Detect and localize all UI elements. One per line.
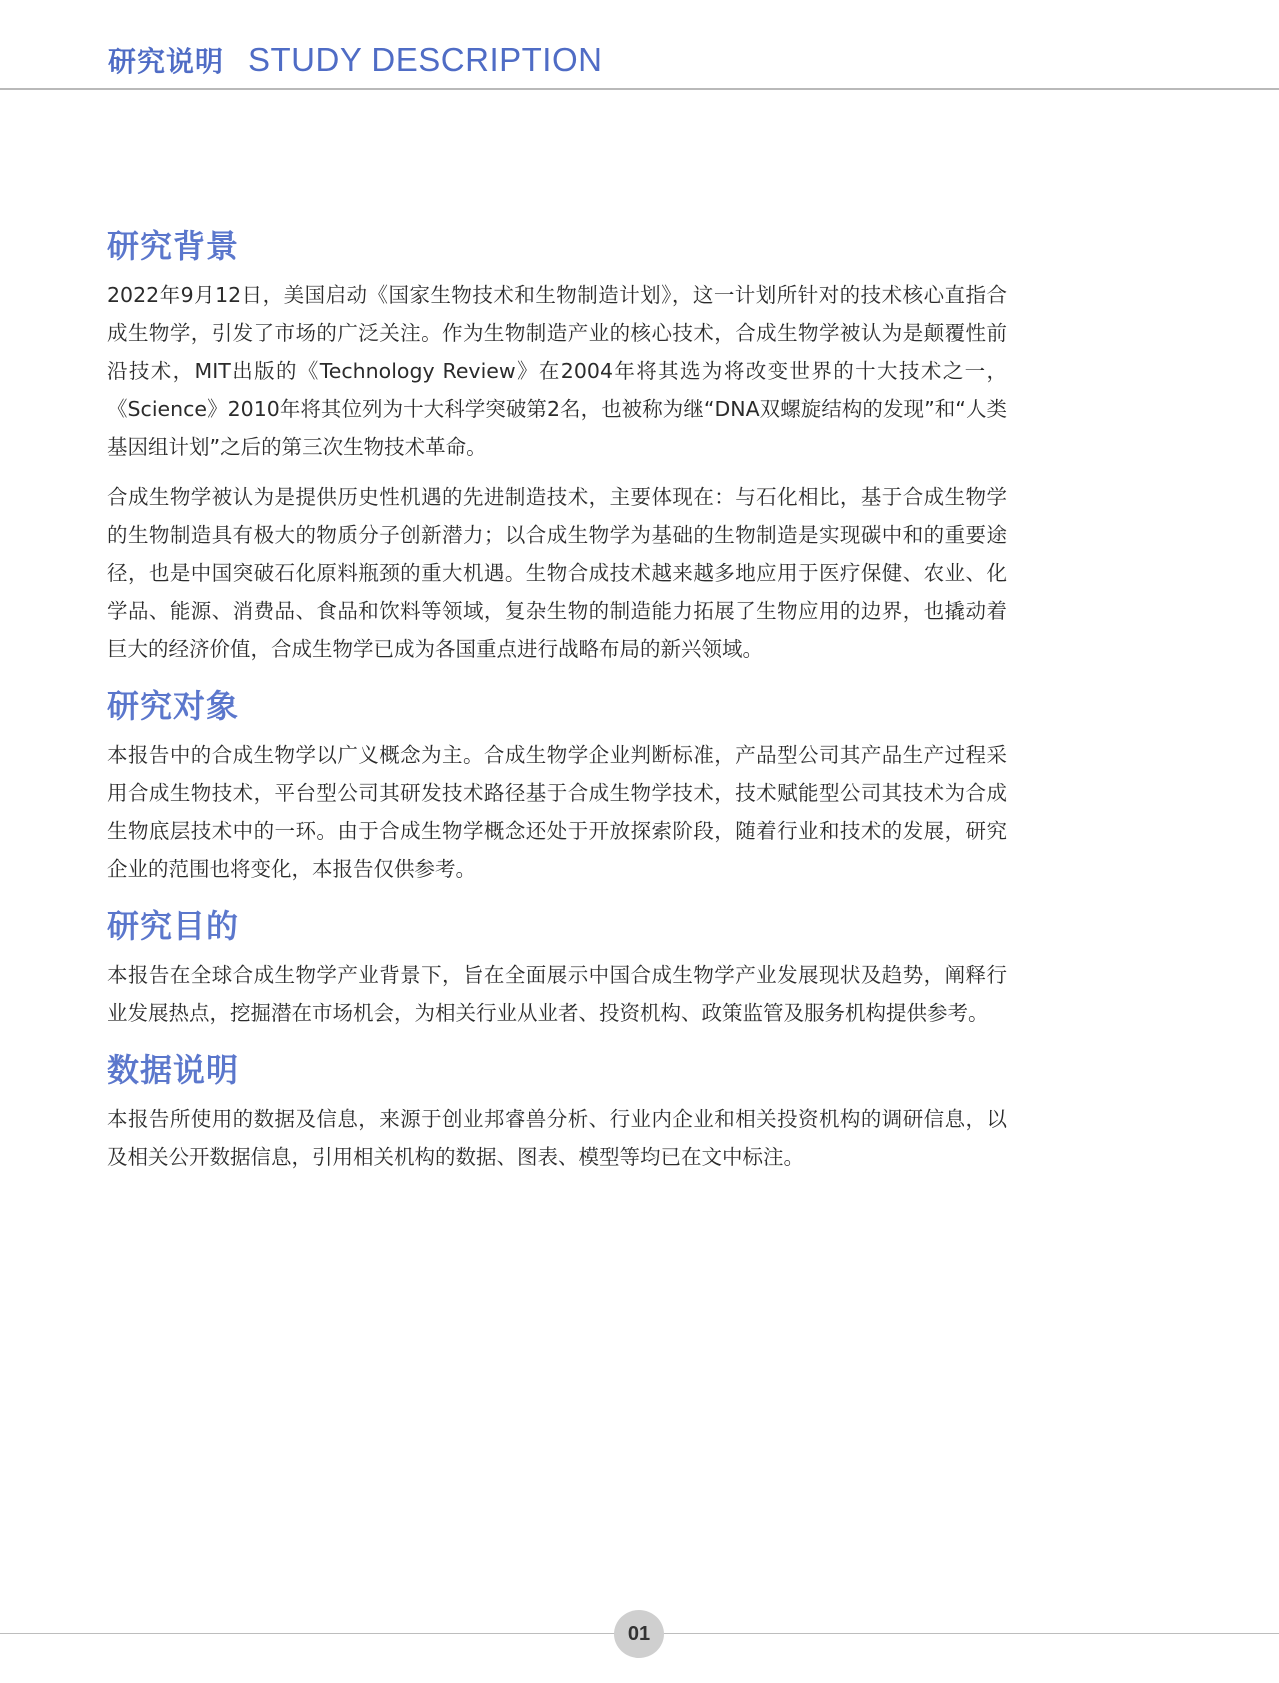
document-body	[107, 222, 1007, 1188]
paragraph: 合成生物学被认为是提供历史性机遇的先进制造技术，主要体现在：与石化相比，基于合成生物学的生物制造具有极大的物质分子创新潜力；以合成生物学为基础的生物制造是实现碳中和的重要途径，也是中国突破石化原料瓶颈的重大机遇。生物合成技术越来越多地应用于医疗保健、农业、化学品、能源、消费品、食品和饮料等领域，复杂生物的制造能力拓展了生物应用的边界，也撬动着巨大的经济价值，合成生物学已成为各国重点进行战略布局的新兴领域。	[107, 485, 1007, 661]
page-number-badge: 01	[614, 1610, 664, 1658]
section-title: 研究背景	[107, 227, 240, 265]
paragraph: 本报告中的合成生物学以广义概念为主。合成生物学企业判断标准，产品型公司其产品生产过程采用合成生物技术，平台型公司其研发技术路径基于合成生物学技术，技术赋能型公司其技术为合成生物底层技术中的一环。由于合成生物学概念还处于开放探索阶段，随着行业和技术的发展，研究企业的范围也将变化，本报告仅供参考。	[107, 743, 1007, 881]
section-subject	[107, 682, 1007, 888]
page-header	[108, 40, 602, 84]
section-title: 数据说明	[107, 1051, 240, 1089]
section-background	[107, 222, 1007, 668]
section-title: 研究目的	[107, 907, 240, 945]
header-title-en: STUDY DESCRIPTION	[248, 41, 603, 78]
section-purpose	[107, 902, 1007, 1032]
paragraph: 2022年9月12日，美国启动《国家生物技术和生物制造计划》，这一计划所针对的技术核心直指合成生物学，引发了市场的广泛关注。作为生物制造产业的核心技术，合成生物学被认为是颠覆性前沿技术，MIT出版的《Technology Review》在2004年将其选为将改变世界的十大技术之一，《Science》2010年将其位列为十大科学突破第2名，也被称为继“DNA双螺旋结构的发现”和“人类基因组计划”之后的第三次生物技术革命。	[107, 283, 1007, 459]
paragraph: 本报告在全球合成生物学产业背景下，旨在全面展示中国合成生物学产业发展现状及趋势，阐释行业发展热点，挖掘潜在市场机会，为相关行业从业者、投资机构、政策监管及服务机构提供参考。	[107, 963, 1007, 1025]
header-title-cn: 研究说明	[108, 45, 225, 78]
section-title: 研究对象	[107, 687, 240, 725]
header-divider	[0, 88, 1279, 90]
section-data-notes	[107, 1046, 1007, 1176]
paragraph: 本报告所使用的数据及信息，来源于创业邦睿兽分析、行业内企业和相关投资机构的调研信息，以及相关公开数据信息，引用相关机构的数据、图表、模型等均已在文中标注。	[107, 1107, 1007, 1169]
